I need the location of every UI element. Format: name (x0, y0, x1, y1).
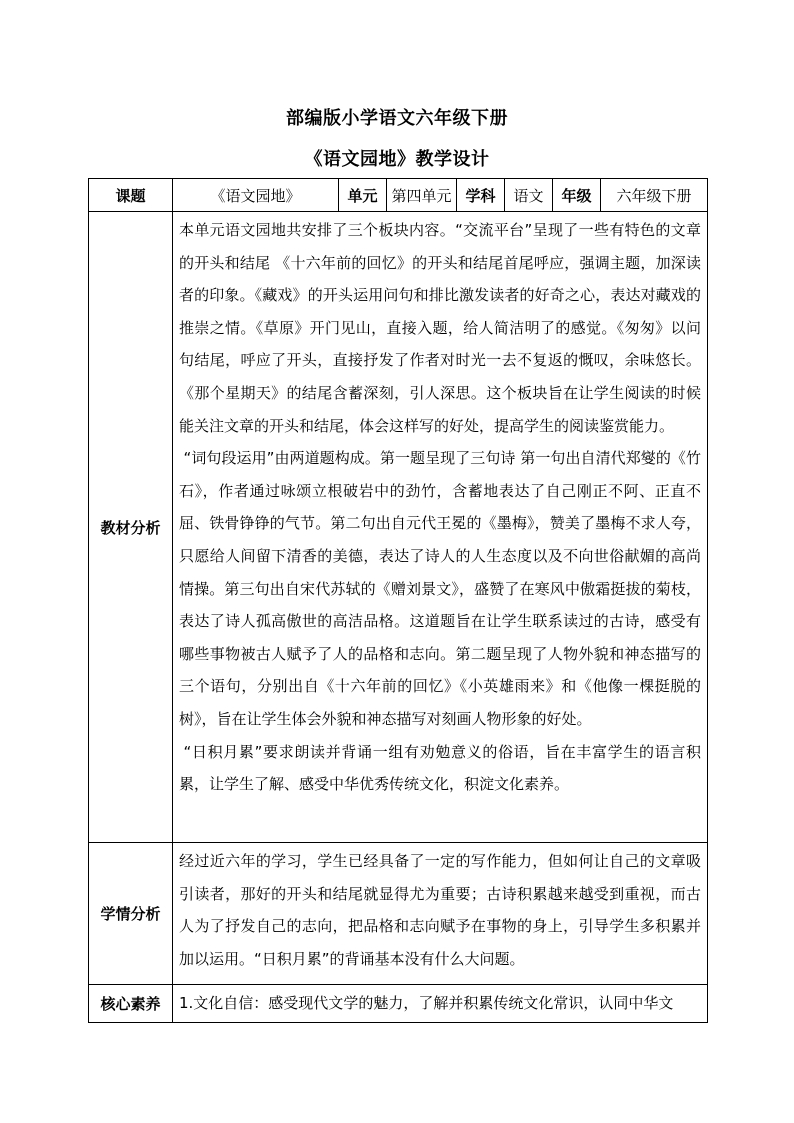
subject-value: 语文 (505, 179, 553, 212)
topic-value: 《语文园地》 (173, 179, 339, 212)
topic-label: 课题 (89, 179, 173, 212)
document-subtitle: 《语文园地》教学设计 (304, 149, 490, 170)
subject-label: 学科 (457, 179, 505, 212)
unit-value: 第四单元 (387, 179, 457, 212)
core-paragraph: 1.文化自信：感受现代文学的魅力，了解并积累传统文化常识，认同中华文 (179, 994, 674, 1012)
core-row (89, 985, 708, 1023)
document-title: 部编版小学语文六年级下册 (286, 108, 508, 129)
learner-paragraph: 经过近六年的学习，学生已经具备了一定的写作能力，但如何让自己的文章吸引读者，那好的开头和结尾就显得尤为重要；古诗积累越来越受到重视，而古人为了抒发自己的志向，把品格和志向赋予在事物的身上，引导学生多积累并加以运用。“日积月累”的背诵基本没有什么大问题。 (179, 852, 701, 968)
learner-content (173, 843, 708, 985)
analysis-row (89, 212, 708, 843)
lesson-plan-table (88, 178, 708, 1023)
analysis-paragraph: “日积月累”要求朗读并背诵一组有劝勉意义的俗语，旨在丰富学生的语言积累，让学生了解、感受中华优秀传统文化，积淀文化素养。 (179, 742, 701, 794)
learner-label: 学情分析 (89, 843, 173, 985)
grade-value: 六年级下册 (601, 179, 708, 212)
grade-label: 年级 (553, 179, 601, 212)
analysis-content (173, 212, 708, 843)
learner-row (89, 843, 708, 985)
analysis-paragraph: 本单元语文园地共安排了三个板块内容。“交流平台”呈现了一些有特色的文章的开头和结尾 《十六年前的回忆》的开头和结尾首尾呼应，强调主题，加深读者的印象。《藏戏》的开头运用问句和排比激发读者的好奇之心，表达对藏戏的推崇之情。《草原》开门见山，直接入题，给人简洁明了的感觉。《匆匆》以问句结尾，呼应了开头，直接抒发了作者对时光一去不复返的慨叹，余味悠长。《那个星期天》的结尾含蓄深刻，引人深思。这个板块旨在让学生阅读的时候能关注文章的开头和结尾，体会这样写的好处，提高学生的阅读鉴赏能力。 (179, 221, 701, 435)
analysis-label: 教材分析 (89, 212, 173, 843)
core-label: 核心素养 (89, 985, 173, 1023)
header-row (89, 179, 708, 212)
core-content (173, 985, 708, 1023)
unit-label: 单元 (339, 179, 387, 212)
analysis-paragraph: “词句段运用”由两道题构成。第一题呈现了三句诗 第一句出自清代郑燮的《竹石》，作者通过咏颂立根破岩中的劲竹，含蓄地表达了自己刚正不阿、正直不屈、铁骨铮铮的气节。第二句出自元代王冕的《墨梅》，赞美了墨梅不求人夸，只愿给人间留下清香的美德，表达了诗人的人生态度以及不向世俗献媚的高尚情操。第三句出自宋代苏轼的《赠刘景文》，盛赞了在寒风中傲霜挺拔的菊枝，表达了诗人孤高傲世的高洁品格。这道题旨在让学生联系读过的古诗，感受有哪些事物被古人赋予了人的品格和志向。第二题呈现了人物外貌和神态描写的三个语句，分别出自《十六年前的回忆》《小英雄雨来》和《他像一棵挺脱的树》，旨在让学生体会外貌和神态描写对刻画人物形象的好处。 (179, 449, 701, 728)
